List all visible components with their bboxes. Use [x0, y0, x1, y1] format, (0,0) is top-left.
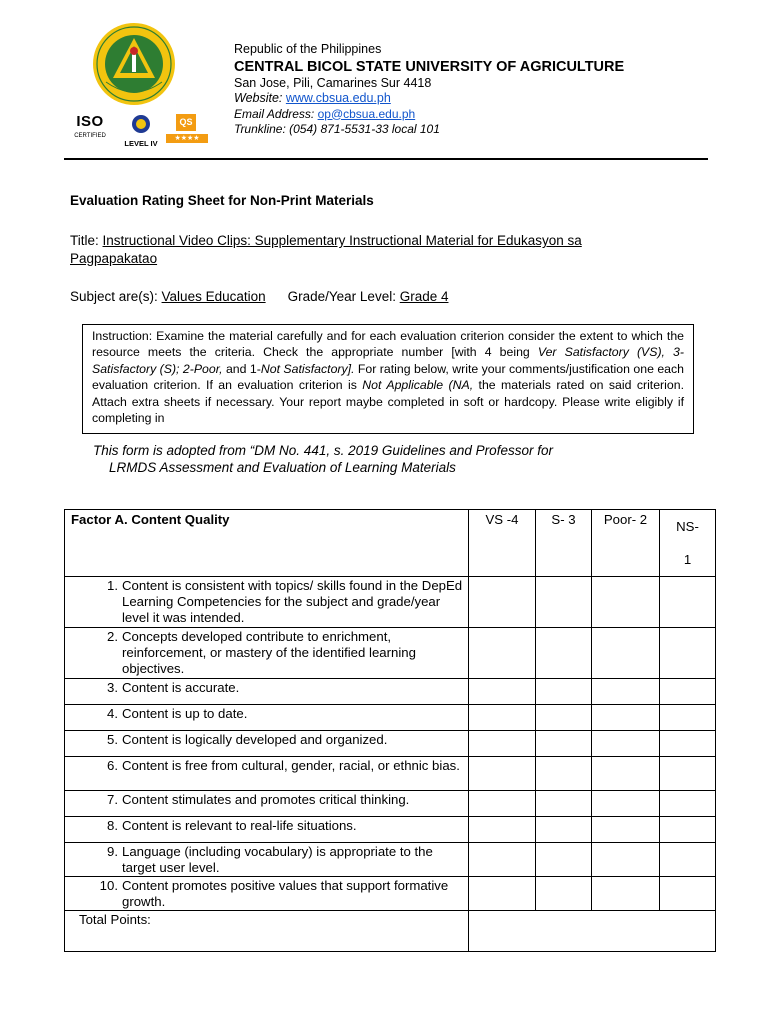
rating-cell[interactable] — [660, 577, 716, 628]
email-line: Email Address: op@cbsua.edu.ph — [234, 106, 416, 121]
grade-value: Grade 4 — [399, 289, 449, 304]
rating-header-poor: Poor- 2 — [592, 510, 660, 577]
address-line: San Jose, Pili, Camarines Sur 4418 — [234, 75, 432, 90]
table-header-row — [65, 510, 716, 577]
criterion-text: Language (including vocabulary) is appropriate to the target user level. — [122, 844, 433, 875]
qs-badge: QS ★★★★ — [166, 114, 212, 150]
website-line: Website: www.cbsua.edu.ph — [234, 91, 391, 105]
total-points-label: Total Points: — [65, 911, 469, 952]
evaluation-table — [64, 509, 716, 952]
instruction-text: Instruction: Examine the material carefully and for each evaluation criterion consider the extent to which the resource meets the criteria. Check the appropriate number [with 4 being Ver Satisfactory (VS), 3- Satisfactory (S); 2-Poor, and 1-Not Satisfactory]. For rating below, write your comments/justification one each evaluation criterion. If an evaluation criterion is Not Applicable (NA, the materials rated on said criterion. Attach extra sheets if necessary. Your report maybe completed in soft or hardcopy. Please write eligibly if completing in — [92, 329, 684, 426]
criterion-text: Content is logically developed and organized. — [122, 732, 388, 747]
rating-cell[interactable] — [592, 757, 660, 791]
website-link[interactable]: www.cbsua.edu.ph — [285, 91, 391, 105]
criterion-text: Content is consistent with topics/ skills found in the DepEd Learning Competencies for the subject and grade/year level it was intended. — [122, 578, 463, 625]
table-row: 1. Content is consistent with topics/ skills found in the DepEd Learning Competencies for the subject and grade/year level it was intended. — [65, 577, 716, 628]
rating-cell[interactable] — [536, 679, 592, 705]
rating-cell[interactable] — [536, 731, 592, 757]
table-row: 6. Content is free from cultural, gender, racial, or ethnic bias. — [65, 757, 716, 791]
rating-cell[interactable] — [660, 877, 716, 911]
rating-cell[interactable] — [660, 679, 716, 705]
rating-cell[interactable] — [536, 577, 592, 628]
subject-value: Values Education — [161, 289, 266, 304]
subject-grade-line: Subject are(s): Values Education Grade/Year Level: Grade 4 — [70, 289, 449, 304]
rating-cell[interactable] — [469, 817, 536, 843]
criterion-text: Content stimulates and promotes critical thinking. — [122, 792, 410, 807]
adopted-note: This form is adopted from “DM No. 441, s. 2019 Guidelines and Professor for LRMDS Assessment and Evaluation of Learning Materials — [93, 443, 553, 475]
rating-cell[interactable] — [592, 791, 660, 817]
trunkline: Trunkline: (054) 871-5531-33 local 101 — [234, 122, 440, 136]
university-seal — [92, 22, 176, 106]
criterion-text: Concepts developed contribute to enrichment, reinforcement, or mastery of the identified learning objectives. — [122, 629, 416, 676]
iso-badge: ISO CERTIFIED — [74, 113, 106, 139]
rating-cell[interactable] — [660, 757, 716, 791]
total-row — [65, 911, 716, 952]
rating-cell[interactable] — [536, 628, 592, 679]
rating-cell[interactable] — [660, 705, 716, 731]
header-divider — [64, 158, 708, 160]
university-name: CENTRAL BICOL STATE UNIVERSITY OF AGRICULTURE — [234, 58, 625, 75]
rating-cell[interactable] — [660, 791, 716, 817]
rating-cell[interactable] — [592, 817, 660, 843]
rating-cell[interactable] — [660, 628, 716, 679]
instruction-box — [82, 324, 694, 434]
level-iv-badge: LEVEL IV — [120, 114, 162, 150]
rating-cell[interactable] — [592, 877, 660, 911]
rating-header-s: S- 3 — [536, 510, 592, 577]
email-link[interactable]: op@cbsua.edu.ph — [317, 106, 416, 121]
criterion-text: Content is up to date. — [122, 706, 248, 721]
rating-cell[interactable] — [592, 843, 660, 877]
table-row: 3. Content is accurate. — [65, 679, 716, 705]
rating-cell[interactable] — [469, 577, 536, 628]
rating-cell[interactable] — [660, 731, 716, 757]
table-row: 10. Content promotes positive values that support formative growth. — [65, 877, 716, 911]
rating-cell[interactable] — [469, 628, 536, 679]
rating-header-vs: VS -4 — [469, 510, 536, 577]
rating-cell[interactable] — [592, 628, 660, 679]
rating-cell[interactable] — [536, 817, 592, 843]
table-row: 7. Content stimulates and promotes critical thinking. — [65, 791, 716, 817]
total-points-cell[interactable] — [469, 911, 716, 952]
rating-cell[interactable] — [469, 843, 536, 877]
rating-cell[interactable] — [592, 731, 660, 757]
table-row: 9. Language (including vocabulary) is appropriate to the target user level. — [65, 843, 716, 877]
criterion-text: Content is accurate. — [122, 680, 240, 695]
factor-heading: Factor A. Content Quality — [65, 510, 469, 577]
rating-cell[interactable] — [660, 817, 716, 843]
rating-cell[interactable] — [469, 877, 536, 911]
rating-cell[interactable] — [469, 731, 536, 757]
rating-cell[interactable] — [592, 705, 660, 731]
level-medal-icon — [131, 114, 151, 134]
rating-cell[interactable] — [592, 577, 660, 628]
criterion-text: Content is relevant to real-life situations. — [122, 818, 357, 833]
republic-line: Republic of the Philippines — [234, 42, 382, 56]
accreditation-badges — [70, 114, 220, 150]
rating-cell[interactable] — [536, 791, 592, 817]
table-row: 2. Concepts developed contribute to enrichment, reinforcement, or mastery of the identified learning objectives. — [65, 628, 716, 679]
rating-cell[interactable] — [536, 757, 592, 791]
rating-cell[interactable] — [536, 843, 592, 877]
material-title-value: Instructional Video Clips: Supplementary Instructional Material for Edukasyon sa Pagpapakatao — [70, 233, 582, 266]
table-row: 8. Content is relevant to real-life situations. — [65, 817, 716, 843]
rating-cell[interactable] — [469, 757, 536, 791]
material-title: Title: Instructional Video Clips: Supplementary Instructional Material for Edukasyon sa Pagpapakatao — [70, 233, 582, 266]
criterion-text: Content promotes positive values that support formative growth. — [122, 878, 449, 909]
table-row: 5. Content is logically developed and organized. — [65, 731, 716, 757]
rating-cell[interactable] — [469, 705, 536, 731]
letterhead — [234, 42, 624, 138]
rating-cell[interactable] — [536, 705, 592, 731]
rating-header-ns: NS- 1 — [660, 510, 716, 577]
sheet-title: Evaluation Rating Sheet for Non-Print Materials — [70, 193, 374, 208]
rating-cell[interactable] — [536, 877, 592, 911]
table-row: 4. Content is up to date. — [65, 705, 716, 731]
rating-cell[interactable] — [469, 679, 536, 705]
rating-cell[interactable] — [469, 791, 536, 817]
criterion-text: Content is free from cultural, gender, racial, or ethnic bias. — [122, 758, 460, 773]
rating-cell[interactable] — [660, 843, 716, 877]
rating-cell[interactable] — [592, 679, 660, 705]
